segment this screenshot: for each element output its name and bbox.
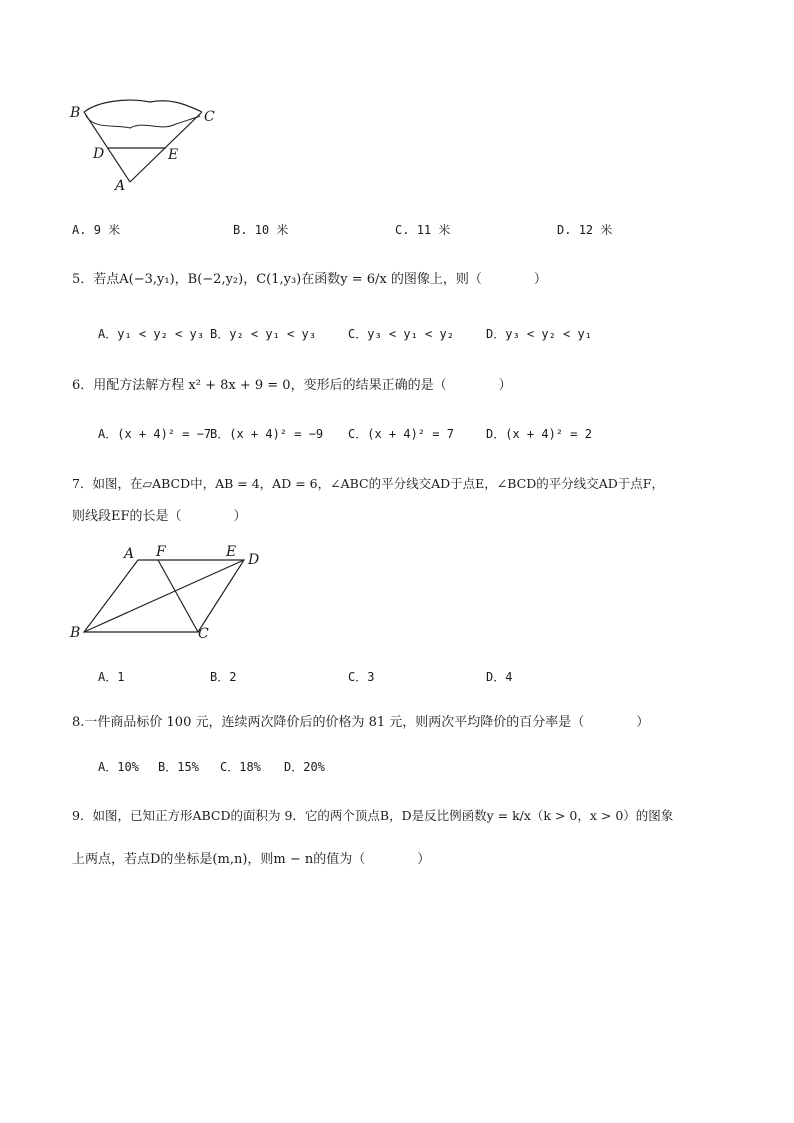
label-d: D xyxy=(93,146,105,162)
q9-stem-line1: 9．如图，已知正方形ABCD的面积为 9．它的两个顶点B，D是反比例函数y = k/x（k > 0，x > 0）的图象 xyxy=(72,808,674,823)
q5-option-b: B．y₂ < y₁ < y₃ xyxy=(210,327,316,341)
q6-stem: 6．用配方法解方程 x² + 8x + 9 = 0，变形后的结果正确的是（ ） xyxy=(72,378,512,393)
q6-option-d: D．(x + 4)² = 2 xyxy=(486,427,592,441)
q6-option-a: A．(x + 4)² = −7 xyxy=(98,427,212,441)
q9-stem-line2: 上两点，若点D的坐标是(m,n)，则m − n的值为（ ） xyxy=(72,852,431,867)
q8-option-a: A．10% xyxy=(98,760,139,774)
wavy-inner-edge xyxy=(86,116,200,128)
q4-option-b: B. 10 米 xyxy=(233,223,289,237)
q5-option-a: A．y₁ < y₂ < y₃ xyxy=(98,327,204,341)
figure-parallelogram-abcd xyxy=(66,540,276,650)
q5-option-d: D．y₃ < y₂ < y₁ xyxy=(486,327,592,341)
q5-option-c: C．y₃ < y₁ < y₂ xyxy=(348,327,454,341)
label-c: C xyxy=(204,109,215,125)
q4-option-d: D. 12 米 xyxy=(557,223,613,237)
q8-option-d: D．20% xyxy=(284,760,325,774)
q7-option-b: B．2 xyxy=(210,670,237,684)
q6-option-b: B．(x + 4)² = −9 xyxy=(210,427,324,441)
side-ca xyxy=(130,112,202,182)
q5-stem: 5．若点A(−3,y₁)，B(−2,y₂)，C(1,y₃)在函数y = 6/x 的图像上，则（ ） xyxy=(72,272,547,287)
q4-option-c: C. 11 米 xyxy=(395,223,451,237)
label-a: A xyxy=(115,178,126,194)
label-e: E xyxy=(168,147,179,163)
q7-stem-line1: 7．如图，在▱ABCD中，AB = 4，AD = 6，∠ABC的平分线交AD于点E，∠BCD的平分线交AD于点F， xyxy=(72,476,664,491)
q7-stem-line2: 则线段EF的长是（ ） xyxy=(72,509,247,524)
label-b: B xyxy=(70,625,81,641)
q6-option-c: C．(x + 4)² = 7 xyxy=(348,427,454,441)
label-e: E xyxy=(226,544,237,560)
wavy-top-edge xyxy=(84,100,202,112)
label-a: A xyxy=(124,546,135,562)
figure-triangle-bc-de-a xyxy=(60,90,230,200)
label-c: C xyxy=(198,626,209,642)
label-d: D xyxy=(248,552,260,568)
q7-option-a: A．1 xyxy=(98,670,125,684)
side-ba xyxy=(84,112,130,182)
q7-option-c: C．3 xyxy=(348,670,375,684)
label-b: B xyxy=(70,105,81,121)
label-f: F xyxy=(156,544,166,560)
q8-stem: 8.一件商品标价 100 元，连续两次降价后的价格为 81 元，则两次平均降价的百分率是（ ） xyxy=(72,715,650,730)
q8-option-b: B．15% xyxy=(158,760,199,774)
q4-option-a: A. 9 米 xyxy=(72,223,121,237)
q7-option-d: D．4 xyxy=(486,670,513,684)
q8-option-c: C．18% xyxy=(220,760,261,774)
